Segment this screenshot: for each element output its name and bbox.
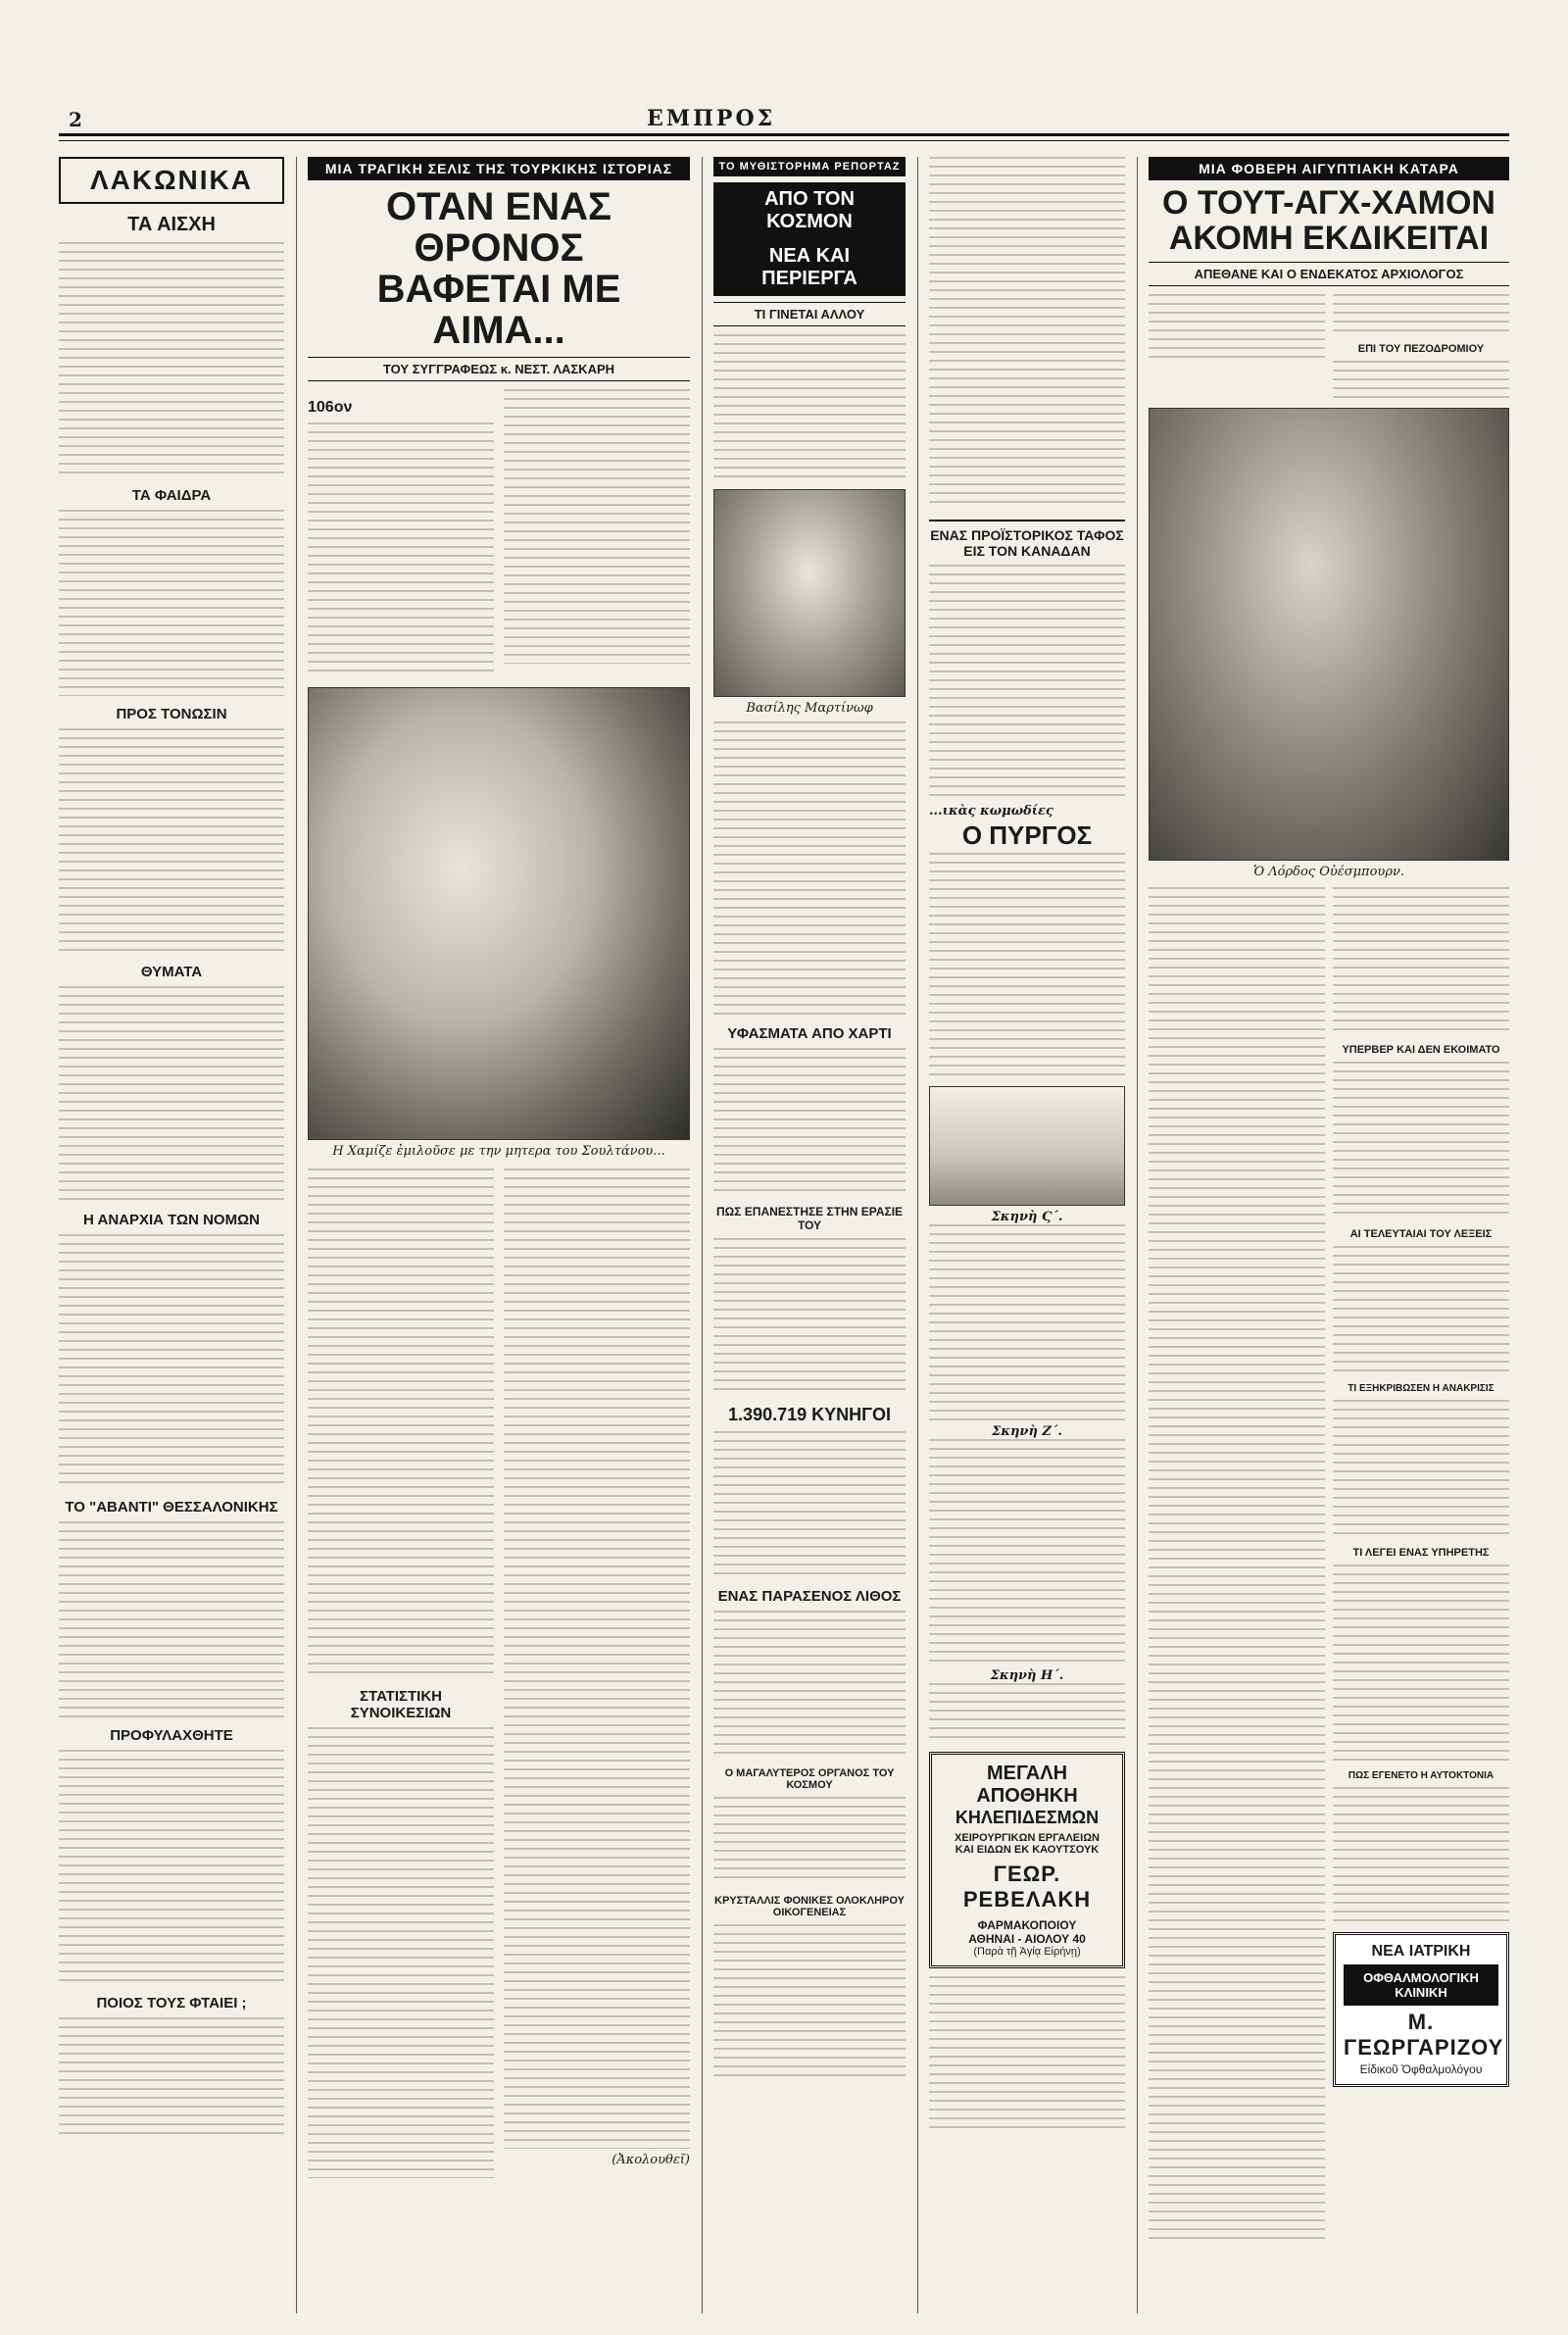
ad-line: Μ. ΓΕΩΡΓΑΡΙΖΟΥ bbox=[1344, 2010, 1504, 2061]
body-text bbox=[1333, 294, 1509, 333]
headline-line-1: Ο ΤΟΥΤ-ΑΓΧ-ΧΑΜΟΝ bbox=[1162, 184, 1495, 222]
scene-label: Σκηνὴ Ζ΄. bbox=[992, 1424, 1062, 1440]
body-text bbox=[713, 1431, 906, 1578]
paper-title: ΕΜΠΡΟΣ bbox=[647, 106, 776, 131]
subhead: ΠΩΣ ΕΠΑΝΕΣΤΗΣΕ ΣΤΗΝ ΕΡΑΣΙΕ ΤΟΥ bbox=[715, 1205, 904, 1232]
page-number: 2 bbox=[69, 108, 82, 131]
continued-label: (Ἀκολουθεῖ) bbox=[612, 2153, 690, 2167]
body-text bbox=[713, 1797, 906, 1885]
ad-line: (Παρὰ τῇ Ἁγίᾳ Εἰρήνῃ) bbox=[973, 1946, 1081, 1959]
body-text bbox=[504, 1168, 690, 2149]
portrait-photo bbox=[713, 489, 906, 697]
play-kicker: ...ικὰς κωμωδίες bbox=[929, 804, 1054, 819]
body-text bbox=[929, 157, 1125, 510]
column-divider bbox=[917, 157, 918, 2313]
body-text bbox=[1333, 1062, 1509, 1218]
body-text bbox=[713, 1611, 906, 1758]
ad-line: ΦΑΡΜΑΚΟΠΟΙΟΥ bbox=[977, 1918, 1077, 1933]
subhead: ΤΑ ΦΑΙΔΡΑ bbox=[131, 487, 212, 504]
masthead-rule bbox=[59, 133, 1509, 141]
ad-line: Εἰδικοῦ Ὀφθαλμολόγου bbox=[1359, 2062, 1483, 2077]
headline-line-2: ΑΚΟΜΗ ΕΚΔΙΚΕΙΤΑΙ bbox=[1168, 219, 1490, 257]
subhead: ΠΡΟΦΥΛΑΧΘΗΤΕ bbox=[110, 1727, 233, 1744]
byline: ΤΟΥ ΣΥΓΓΡΑΦΕΩΣ κ. ΝΕΣΤ. ΛΑΣΚΑΡΗ bbox=[308, 357, 690, 381]
subhead: ΣΤΑΤΙΣΤΙΚΗ ΣΥΝΟΙΚΕΣΙΩΝ bbox=[350, 1688, 452, 1721]
ad-line: ΟΦΘΑΛΜΟΛΟΓΙΚΗ ΚΛΙΝΙΚΗ bbox=[1344, 1964, 1498, 2006]
body-text bbox=[1333, 1565, 1509, 1761]
body-text bbox=[929, 565, 1125, 800]
body-text bbox=[504, 389, 690, 664]
body-text bbox=[1333, 1787, 1509, 1924]
subhead: 1.390.719 ΚΥΝΗΓΟΙ bbox=[728, 1405, 891, 1424]
subhead: ΑΙ ΤΕΛΕΥΤΑΙΑΙ ΤΟΥ ΛΕΞΕΙΣ bbox=[1349, 1228, 1493, 1241]
body-text bbox=[1149, 294, 1325, 363]
subhead: ΥΠΕΡΒΕΡ ΚΑΙ ΔΕΝ ΕΚΟΙΜΑΤΟ bbox=[1342, 1044, 1500, 1057]
installment-number: 106ον bbox=[308, 399, 353, 416]
subhead: ΠΩΣ ΕΓΕΝΕΤΟ Η ΑΥΤΟΚΤΟΝΙΑ bbox=[1348, 1770, 1494, 1782]
children-reading-illustration bbox=[929, 1086, 1125, 1206]
body-text bbox=[1333, 1400, 1509, 1537]
ad-line: ΧΕΙΡΟΥΡΓΙΚΩΝ ΕΡΓΑΛΕΙΩΝ bbox=[955, 1832, 1100, 1845]
headline-line-2: ΒΑΦΕΤΑΙ ΜΕ ΑΙΜΑ... bbox=[376, 268, 621, 352]
body-text bbox=[713, 1048, 906, 1195]
headline-line-2: ΝΕΑ ΚΑΙ ΠΕΡΙΕΡΓΑ bbox=[713, 239, 906, 296]
scene-label: Σκηνὴ Η΄. bbox=[990, 1668, 1064, 1684]
story-throne bbox=[308, 157, 690, 2313]
body-text bbox=[1333, 361, 1509, 400]
subhead: ΚΡΥΣΤΑΛΛΙΣ ΦΟΝΙΚΕΣ ΟΛΟΚΛΗΡΟΥ ΟΙΚΟΓΕΝΕΙΑΣ bbox=[714, 1895, 905, 1918]
headline-line-1: ΟΤΑΝ ΕΝΑΣ ΘΡΟΝΟΣ bbox=[386, 185, 612, 270]
subtitle: ΤΙ ΓΙΝΕΤΑΙ ΑΛΛΟΥ bbox=[713, 302, 906, 326]
photo-caption: Βασίλης Μαρτίνωφ bbox=[746, 701, 873, 716]
column-divider bbox=[296, 157, 297, 2313]
ad-line: ΚΗΛΕΠΙΔΕΣΜΩΝ bbox=[955, 1808, 1100, 1828]
subtitle: ΑΠΕΘΑΝΕ ΚΑΙ Ο ΕΝΔΕΚΑΤΟΣ ΑΡΧΙΟΛΟΓΟΣ bbox=[1149, 262, 1509, 286]
column-divider bbox=[702, 157, 703, 2313]
body-text bbox=[929, 1439, 1125, 1664]
body-text bbox=[713, 1924, 906, 2081]
body-text bbox=[308, 1727, 494, 2178]
story-kicker: ΜΙΑ ΦΟΒΕΡΗ ΑΙΓΥΠΤΙΑΚΗ ΚΑΤΑΡΑ bbox=[1149, 157, 1509, 180]
subhead: ΕΝΑΣ ΠΑΡΑΣΕΝΟΣ ΛΙΘΟΣ bbox=[717, 1588, 902, 1605]
photo-caption: Η Χαμίζε ἐμιλοῦσε με την μητερα του Σουλτάνου... bbox=[332, 1144, 665, 1159]
advertisement-revelakis bbox=[929, 1752, 1125, 1968]
body-text bbox=[59, 1750, 284, 1985]
body-text bbox=[713, 721, 906, 1016]
body-text bbox=[308, 422, 494, 677]
ad-line: ΑΘΗΝΑΙ - ΑΙΟΛΟΥ 40 bbox=[968, 1932, 1086, 1947]
advertisement-clinic bbox=[1333, 1932, 1509, 2087]
subhead: Ο ΜΑΓΑΛΥΤΕΡΟΣ ΟΡΓΑΝΟΣ ΤΟΥ ΚΟΣΜΟΥ bbox=[724, 1767, 895, 1791]
subhead: Η ΑΝΑΡΧΙΑ ΤΩΝ ΝΟΜΩΝ bbox=[83, 1212, 260, 1228]
body-text bbox=[59, 2017, 284, 2135]
story-play bbox=[929, 157, 1125, 2313]
body-text bbox=[59, 242, 284, 477]
subhead: ΠΟΙΟΣ ΤΟΥΣ ΦΤΑΙΕΙ ; bbox=[96, 1995, 247, 2012]
section-title: ΛΑΚΩΝΙΚΑ bbox=[59, 157, 284, 204]
column-lakonika bbox=[59, 157, 284, 2313]
story-kicker: ΜΙΑ ΤΡΑΓΙΚΗ ΣΕΛΙΣ ΤΗΣ ΤΟΥΡΚΙΚΗΣ ΙΣΤΟΡΙΑΣ bbox=[308, 157, 690, 180]
body-text bbox=[59, 728, 284, 954]
ad-line: ΜΕΓΑΛΗ ΑΠΟΘΗΚΗ bbox=[976, 1763, 1078, 1808]
ad-line: ΝΕΑ ΙΑΤΡΙΚΗ bbox=[1371, 1943, 1471, 1961]
headline: ΤΑ ΑΙΣΧΗ bbox=[127, 214, 216, 235]
subhead: ΕΝΑΣ ΠΡΟΪΣΤΟΡΙΚΟΣ ΤΑΦΟΣ ΕΙΣ ΤΟΝ ΚΑΝΑΔΑΝ bbox=[929, 520, 1125, 559]
subhead: ΤΙ ΛΕΓΕΙ ΕΝΑΣ ΥΠΗΡΕΤΗΣ bbox=[1352, 1547, 1490, 1560]
scene-label: Σκηνὴ Ϛ΄. bbox=[991, 1210, 1063, 1225]
photo-caption: Ὁ Λόρδος Οὐέσμπουρν. bbox=[1252, 865, 1405, 880]
ad-line: ΚΑΙ ΕΙΔΩΝ ΕΚ ΚΑΟΥΤΣΟΥΚ bbox=[955, 1844, 1100, 1857]
body-text bbox=[929, 1976, 1125, 2133]
body-text bbox=[59, 986, 284, 1202]
body-text bbox=[59, 1234, 284, 1489]
body-text bbox=[929, 1224, 1125, 1420]
body-text bbox=[1333, 887, 1509, 1034]
story-tutankhamun bbox=[1149, 157, 1509, 2313]
subhead: ΥΦΑΣΜΑΤΑ ΑΠΟ ΧΑΡΤΙ bbox=[727, 1025, 892, 1042]
play-title: Ο ΠΥΡΓΟΣ bbox=[961, 820, 1093, 850]
body-text bbox=[59, 510, 284, 696]
column-divider bbox=[1137, 157, 1138, 2313]
body-text bbox=[929, 1683, 1125, 1742]
headline-line-1: ΑΠΟ ΤΟΝ ΚΟΣΜΟΝ bbox=[713, 182, 906, 239]
illustration-woman bbox=[308, 687, 690, 1140]
body-text bbox=[713, 334, 906, 481]
portrait-lord bbox=[1149, 408, 1509, 861]
ad-line: ΓΕΩΡ. ΡΕΒΕΛΑΚΗ bbox=[962, 1862, 1092, 1913]
newspaper-page bbox=[39, 20, 1529, 2315]
subhead: ΘΥΜΑΤΑ bbox=[140, 964, 203, 980]
body-text bbox=[1149, 887, 1325, 2240]
body-text bbox=[59, 1521, 284, 1717]
body-text bbox=[929, 853, 1125, 1078]
body-text bbox=[1333, 1246, 1509, 1373]
subhead: ΠΡΟΣ ΤΟΝΩΣΙΝ bbox=[116, 706, 227, 722]
subhead: ΤΙ ΕΞΗΚΡΙΒΩΣΕΝ Η ΑΝΑΚΡΙΣΙΣ bbox=[1348, 1383, 1494, 1395]
subhead: ΕΠΙ ΤΟΥ ΠΕΖΟΔΡΟΜΙΟΥ bbox=[1357, 343, 1485, 356]
subhead: ΤΟ "ΑΒΑΝΤΙ" ΘΕΣΣΑΛΟΝΙΚΗΣ bbox=[65, 1499, 278, 1515]
body-text bbox=[713, 1238, 906, 1395]
masthead bbox=[39, 20, 1529, 131]
story-kicker: ΤΟ ΜΥΘΙΣΤΟΡΗΜΑ ΡΕΠΟΡΤΑΖ bbox=[713, 157, 906, 176]
body-text bbox=[308, 1168, 494, 1678]
story-world-news bbox=[713, 157, 906, 2313]
